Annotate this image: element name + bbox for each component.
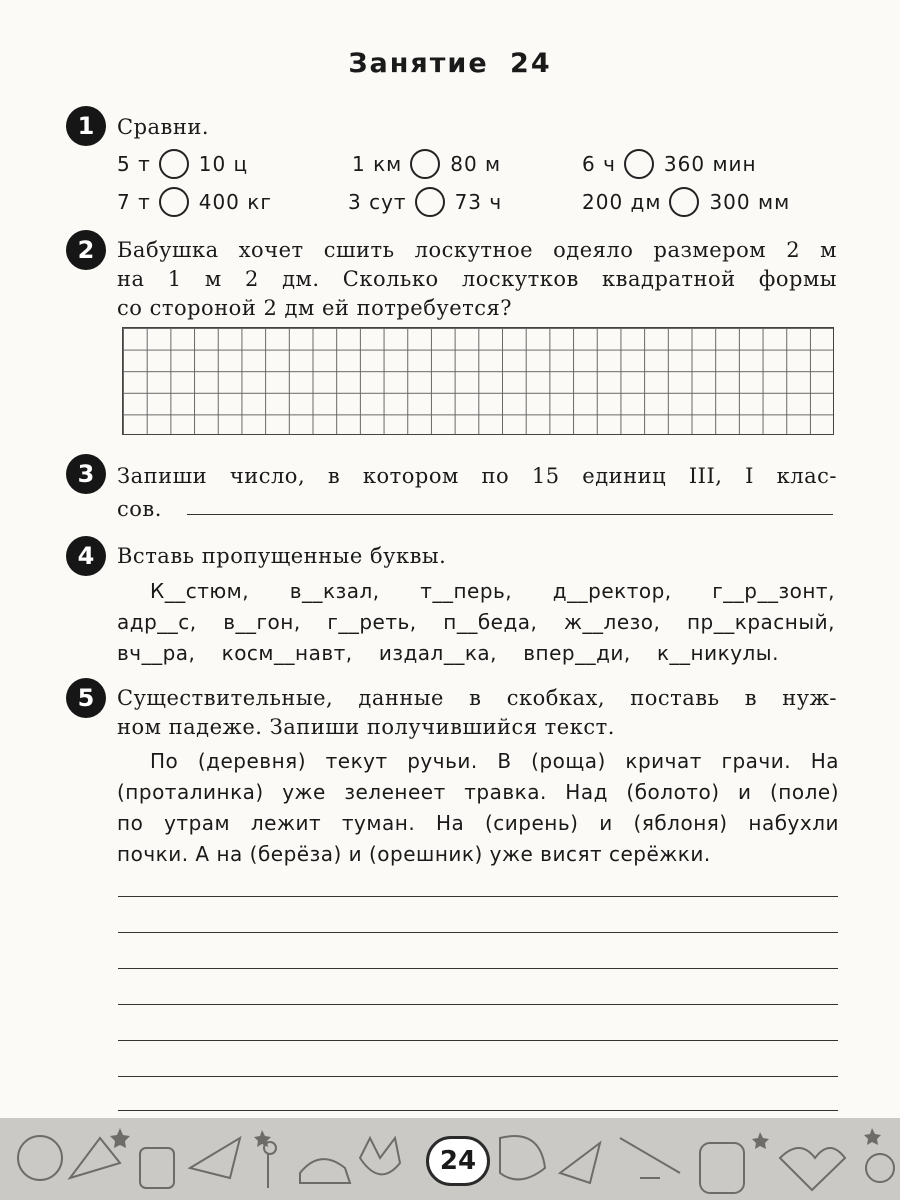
compare-circle[interactable] xyxy=(159,187,189,217)
answer-grid[interactable] xyxy=(122,327,834,435)
answer-line[interactable] xyxy=(118,1076,838,1077)
compare-item: 1 км 80 м xyxy=(352,149,501,179)
task-number-3: 3 xyxy=(66,454,106,494)
task-5-text: Существительные, данные в скобках, поставь в нуж- ном падеже. Запиши получившийся текст. xyxy=(117,686,837,739)
compare-circle[interactable] xyxy=(624,149,654,179)
answer-line[interactable] xyxy=(118,932,838,933)
task-number-2: 2 xyxy=(66,230,106,270)
task-5-source-text: По (деревня) текут ручьи. В (роща) кричат грачи. На (проталинка) уже зеленеет травка. Над (болото) и (поле) по утрам лежит туман. На (сирень) и (яблоня) набухли почки. А на (берёза) и (орешник) уже висят серёжки. xyxy=(117,749,839,866)
compare-circle[interactable] xyxy=(669,187,699,217)
compare-item: 3 сут 73 ч xyxy=(348,187,502,217)
answer-line[interactable] xyxy=(118,896,838,897)
task-4-prompt: Вставь пропущенные буквы. xyxy=(117,544,447,568)
task-number-1: 1 xyxy=(66,106,106,146)
answer-line[interactable] xyxy=(118,1110,838,1111)
compare-item: 7 т 400 кг xyxy=(117,187,272,217)
task-2-text: Бабушка хочет сшить лоскутное одеяло размером 2 м на 1 м 2 дм. Сколько лоскутков квадратной формы со стороной 2 дм ей потребуется? xyxy=(117,238,837,320)
compare-circle[interactable] xyxy=(159,149,189,179)
answer-line[interactable] xyxy=(118,968,838,969)
task-1-prompt: Сравни. xyxy=(117,115,210,139)
task-number-5: 5 xyxy=(66,678,106,718)
compare-item: 200 дм 300 мм xyxy=(582,187,790,217)
page-number: 24 xyxy=(426,1136,490,1186)
task-number-4: 4 xyxy=(66,536,106,576)
answer-line[interactable] xyxy=(187,514,833,515)
answer-line[interactable] xyxy=(118,1040,838,1041)
compare-item: 6 ч 360 мин xyxy=(582,149,757,179)
answer-line[interactable] xyxy=(118,1004,838,1005)
compare-item: 5 т 10 ц xyxy=(117,149,248,179)
task-3-text: Запиши число, в котором по 15 единиц III, I клас- сов. xyxy=(117,464,837,521)
page-title: Занятие 24 xyxy=(348,48,552,79)
word-row-1: К__стюм, в__кзал, т__перь, д__ректор, г__р__зонт, xyxy=(150,579,835,603)
compare-circle[interactable] xyxy=(410,149,440,179)
compare-circle[interactable] xyxy=(415,187,445,217)
word-row-2: адр__с, в__гон, г__реть, п__беда, ж__лезо, пр__красный, xyxy=(117,610,835,634)
word-row-3: вч__ра, косм__навт, издал__ка, впер__ди, к__никулы. xyxy=(117,641,779,665)
